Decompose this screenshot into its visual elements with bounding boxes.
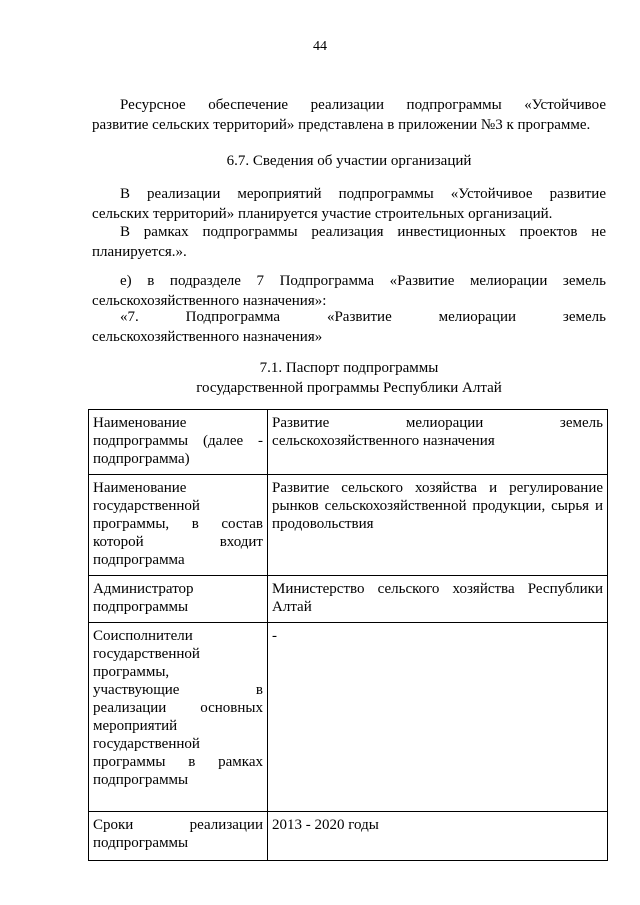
cell-line: Наименование xyxy=(93,415,187,431)
paragraph-organizations xyxy=(92,184,606,224)
cell-line: программы, xyxy=(93,664,170,680)
cell-line: государственной xyxy=(93,498,200,514)
paragraph-line: сельскохозяйственного назначения» xyxy=(92,329,323,345)
cell-line: продовольствия xyxy=(272,516,374,532)
cell-line: участвующие в xyxy=(93,682,263,698)
table-row xyxy=(89,812,608,861)
paragraph-line: В рамках подпрограммы реализация инвестиционных проектов не xyxy=(120,224,606,240)
table-cell-label xyxy=(89,623,268,812)
cell-line: подпрограмма xyxy=(93,552,185,568)
cell-line: подпрограммы xyxy=(93,835,189,851)
table-row xyxy=(89,410,608,475)
paragraph-line: сельскохозяйственного назначения»: xyxy=(92,293,327,309)
paragraph-line: планируется.». xyxy=(92,244,187,260)
cell-line: которой входит xyxy=(93,534,263,550)
paragraph-subprogram-7 xyxy=(92,307,606,347)
cell-line: государственной xyxy=(93,646,200,662)
cell-line: Министерство сельского хозяйства Республики xyxy=(272,581,603,597)
passport-table xyxy=(88,409,608,861)
cell-line: государственной xyxy=(93,736,200,752)
paragraph-line: В реализации мероприятий подпрограммы «Устойчивое развитие xyxy=(120,186,606,202)
cell-line: рынков сельскохозяйственной продукции, сырья и xyxy=(272,498,603,514)
cell-line: подпрограммы (далее - xyxy=(93,433,263,449)
table-cell-label xyxy=(89,410,268,475)
paragraph-resource-support xyxy=(92,95,606,135)
table-row xyxy=(89,576,608,623)
table-cell-value xyxy=(268,812,608,861)
table-row xyxy=(89,623,608,812)
word: земель xyxy=(562,309,606,325)
section-heading-7-1 xyxy=(92,358,606,398)
table-row xyxy=(89,475,608,576)
cell-line: программы, в состав xyxy=(93,516,263,532)
cell-line: 2013 - 2020 годы xyxy=(272,817,379,833)
cell-line: Развитие мелиорации земель xyxy=(272,415,603,431)
word: Подпрограмма xyxy=(185,309,281,325)
paragraph-investment xyxy=(92,222,606,262)
cell-line: Развитие сельского хозяйства и регулирование xyxy=(272,480,603,496)
table-cell-value xyxy=(268,410,608,475)
cell-line: мероприятий xyxy=(93,718,178,734)
table-cell-label xyxy=(89,576,268,623)
table-cell-value xyxy=(268,475,608,576)
heading-line: 7.1. Паспорт подпрограммы xyxy=(259,360,439,376)
cell-line: Администратор xyxy=(93,581,194,597)
cell-line: Сроки реализации xyxy=(93,817,263,833)
table-cell-value xyxy=(268,576,608,623)
table-cell-value xyxy=(268,623,608,812)
cell-line: Соисполнители xyxy=(93,628,193,644)
paragraph-line: Ресурсное обеспечение реализации подпрограммы «Устойчивое xyxy=(120,97,606,113)
cell-line: подпрограмма) xyxy=(93,451,190,467)
word: «Развитие xyxy=(326,309,392,325)
cell-line: реализации основных xyxy=(93,700,263,716)
table-cell-label xyxy=(89,812,268,861)
cell-line: подпрограммы xyxy=(93,599,189,615)
paragraph-line: сельских территорий» планируется участие строительных организаций. xyxy=(92,206,553,222)
section-heading-6-7: 6.7. Сведения об участии организаций xyxy=(226,153,472,169)
cell-line: Наименование xyxy=(93,480,187,496)
cell-line: программы в рамках xyxy=(93,754,263,770)
cell-line: Алтай xyxy=(272,599,312,615)
cell-line: подпрограммы xyxy=(93,772,189,788)
paragraph-line: е) в подразделе 7 Подпрограмма «Развитие мелиорации земель xyxy=(120,273,606,289)
word: «7. xyxy=(120,309,139,325)
paragraph-line: развитие сельских территорий» представлена в приложении №3 к программе. xyxy=(92,117,591,133)
paragraph-subsection-e xyxy=(92,271,606,311)
page-number: 44 xyxy=(313,39,327,54)
heading-line: государственной программы Республики Алтай xyxy=(196,380,502,396)
cell-line: сельскохозяйственного назначения xyxy=(272,433,495,449)
cell-line: - xyxy=(272,628,277,644)
word: мелиорации xyxy=(438,309,517,325)
paragraph-line xyxy=(92,307,606,327)
table-cell-label xyxy=(89,475,268,576)
